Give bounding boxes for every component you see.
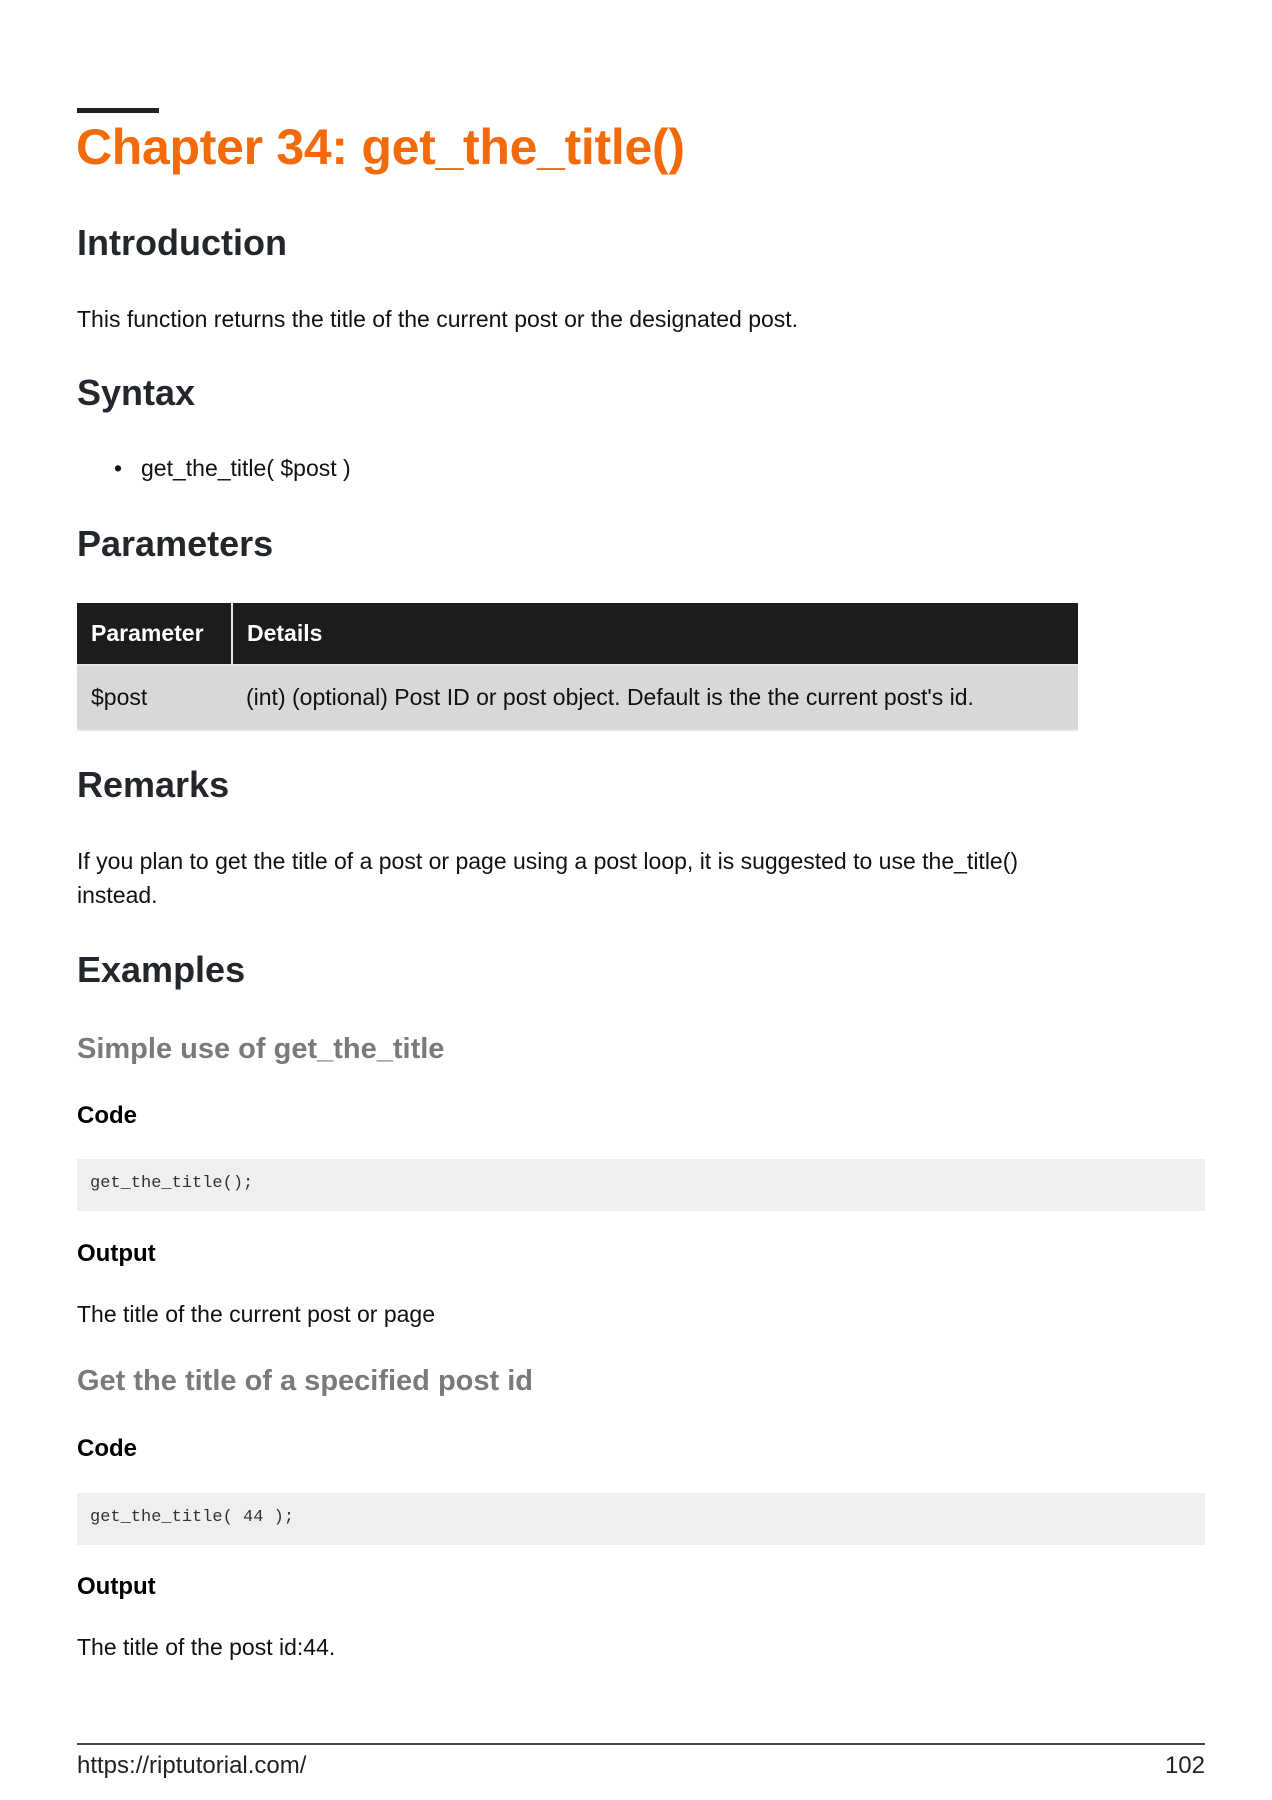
output-text: The title of the post id:44. <box>77 1634 336 1660</box>
chapter-title: Chapter 34: get_the_title() <box>76 119 685 175</box>
remarks-line-2: instead. <box>77 882 158 908</box>
column-header-details: Details <box>232 603 1078 665</box>
output-label: Output <box>77 1240 156 1267</box>
heading-examples: Examples <box>77 949 246 990</box>
introduction-text: This function returns the title of the current post or the designated post. <box>77 306 799 332</box>
code-label: Code <box>77 1102 137 1129</box>
heading-introduction: Introduction <box>77 222 287 263</box>
syntax-item-text: get_the_title( $post ) <box>141 455 351 481</box>
output-text: The title of the current post or page <box>77 1301 435 1327</box>
page-number: 102 <box>1164 1752 1205 1779</box>
cell-details: (int) (optional) Post ID or post object. Default is the the current post's id. <box>232 665 1078 730</box>
remarks-line-1: If you plan to get the title of a post or page using a post loop, it is suggested to use the_title() <box>77 848 1019 874</box>
cell-parameter: $post <box>77 665 232 730</box>
heading-remarks: Remarks <box>77 764 230 805</box>
example-title: Simple use of get_the_title <box>77 1033 445 1065</box>
heading-parameters: Parameters <box>77 523 274 564</box>
bullet-icon: • <box>114 455 123 481</box>
heading-syntax: Syntax <box>77 372 196 413</box>
footer-url[interactable]: https://riptutorial.com/ <box>77 1752 307 1779</box>
table-row <box>77 665 1078 730</box>
code-text: get_the_title( 44 ); <box>90 1508 295 1527</box>
chapter-top-rule <box>77 108 159 113</box>
parameters-table <box>77 603 1078 731</box>
example-title: Get the title of a specified post id <box>77 1365 533 1397</box>
column-header-parameter: Parameter <box>77 603 232 665</box>
code-block <box>77 1493 1205 1545</box>
code-label: Code <box>77 1435 137 1462</box>
code-block <box>77 1159 1205 1211</box>
footer-rule <box>77 1743 1205 1745</box>
output-label: Output <box>77 1573 156 1600</box>
code-text: get_the_title(); <box>90 1174 254 1193</box>
